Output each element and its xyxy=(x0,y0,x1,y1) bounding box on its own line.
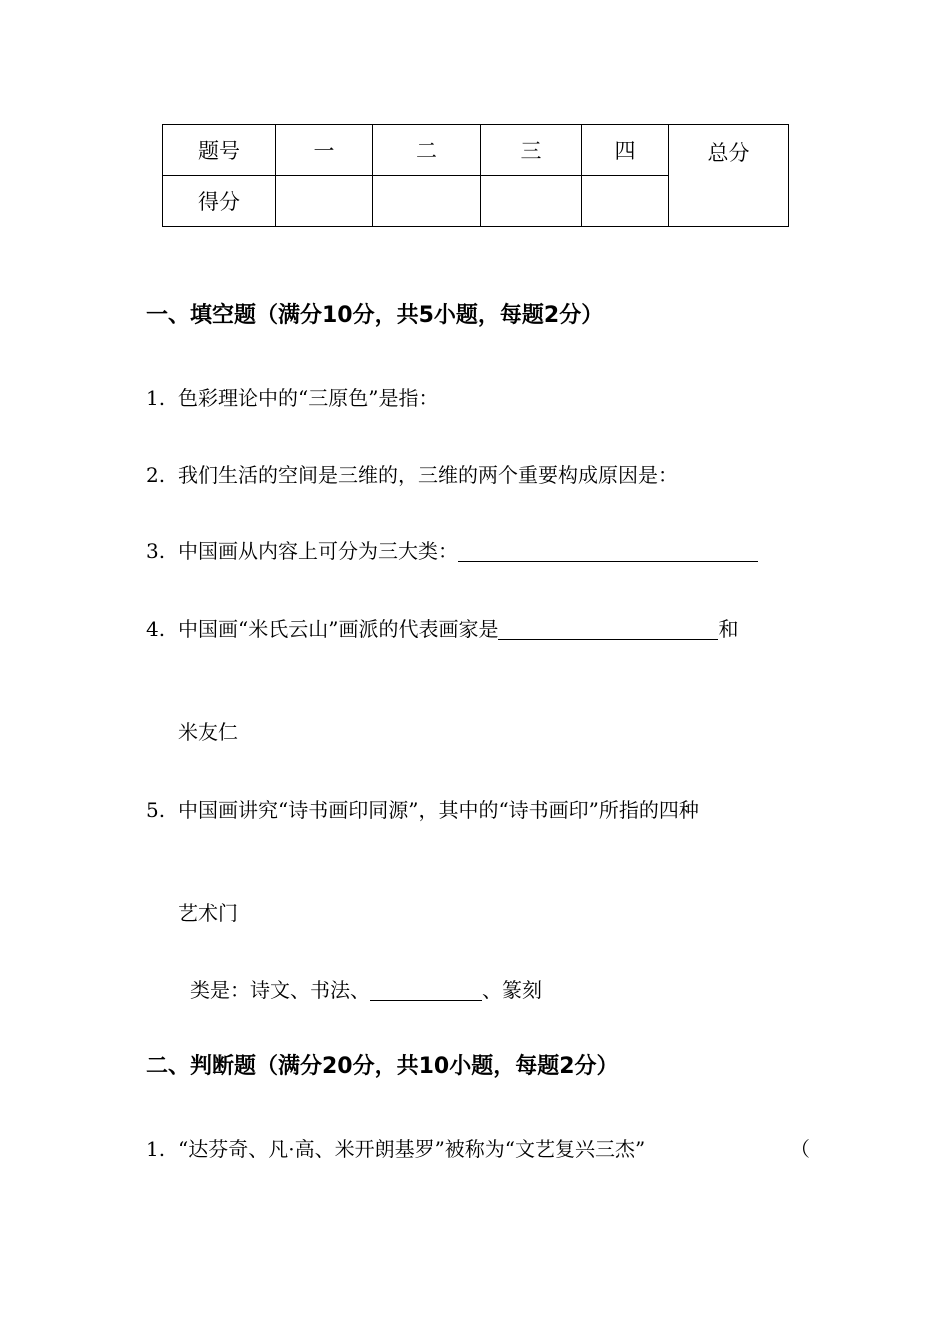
question-text: 色彩理论中的“三原色”是指： xyxy=(178,386,439,410)
question-text: 我们生活的空间是三维的，三维的两个重要构成原因是： xyxy=(178,463,678,487)
question-number: 5. xyxy=(146,798,166,822)
question-text: “达芬奇、凡·高、米开朗基罗”被称为“文艺复兴三杰” xyxy=(178,1137,646,1161)
answer-blank[interactable] xyxy=(458,539,758,562)
question-number: 1. xyxy=(146,1137,166,1161)
question-text: 中国画“米氏云山”画派的代表画家是 xyxy=(178,617,499,641)
score-label-cell: 得分 xyxy=(163,176,276,227)
score-cell-part-4[interactable] xyxy=(582,176,669,227)
header-cell-total: 总分 xyxy=(669,125,789,227)
question-text: 中国画讲究“诗书画印同源”，其中的“诗书画印”所指的四种 xyxy=(178,798,699,822)
question-1-1 xyxy=(146,383,438,413)
answer-blank[interactable] xyxy=(370,978,482,1001)
question-1-5-continuation-2 xyxy=(190,975,542,1005)
question-1-3 xyxy=(146,536,758,566)
question-number: 1. xyxy=(146,386,166,410)
score-cell-part-3[interactable] xyxy=(481,176,582,227)
question-text: 类是：诗文、书法、 xyxy=(190,978,370,1002)
score-table xyxy=(162,124,789,227)
question-1-5 xyxy=(146,795,699,825)
question-text-after-blank: 和 xyxy=(718,617,739,641)
section1-heading: 一、填空题（满分10分，共5小题，每题2分） xyxy=(146,303,604,328)
header-cell-part-3: 三 xyxy=(481,125,582,176)
question-number: 3. xyxy=(146,539,166,563)
question-1-4 xyxy=(146,614,738,644)
header-cell-part-2: 二 xyxy=(373,125,481,176)
question-number: 2. xyxy=(146,463,166,487)
score-cell-part-2[interactable] xyxy=(373,176,481,227)
question-1-2 xyxy=(146,460,678,490)
answer-blank[interactable] xyxy=(498,617,718,640)
section2-heading: 二、判断题（满分20分，共10小题，每题2分） xyxy=(146,1054,619,1079)
question-1-5-continuation-1: 艺术门 xyxy=(178,901,238,925)
question-text: 中国画从内容上可分为三大类： xyxy=(178,539,458,563)
header-cell-part-4: 四 xyxy=(582,125,669,176)
header-cell-part-1: 一 xyxy=(276,125,373,176)
score-table-header-row xyxy=(163,125,789,176)
question-2-1 xyxy=(146,1134,645,1164)
score-cell-part-1[interactable] xyxy=(276,176,373,227)
question-1-4-continuation: 米友仁 xyxy=(178,720,238,744)
header-cell-question-number: 题号 xyxy=(163,125,276,176)
question-text-after-blank: 、篆刻 xyxy=(482,978,542,1002)
question-number: 4. xyxy=(146,617,166,641)
answer-paren-open: （ xyxy=(790,1137,810,1161)
